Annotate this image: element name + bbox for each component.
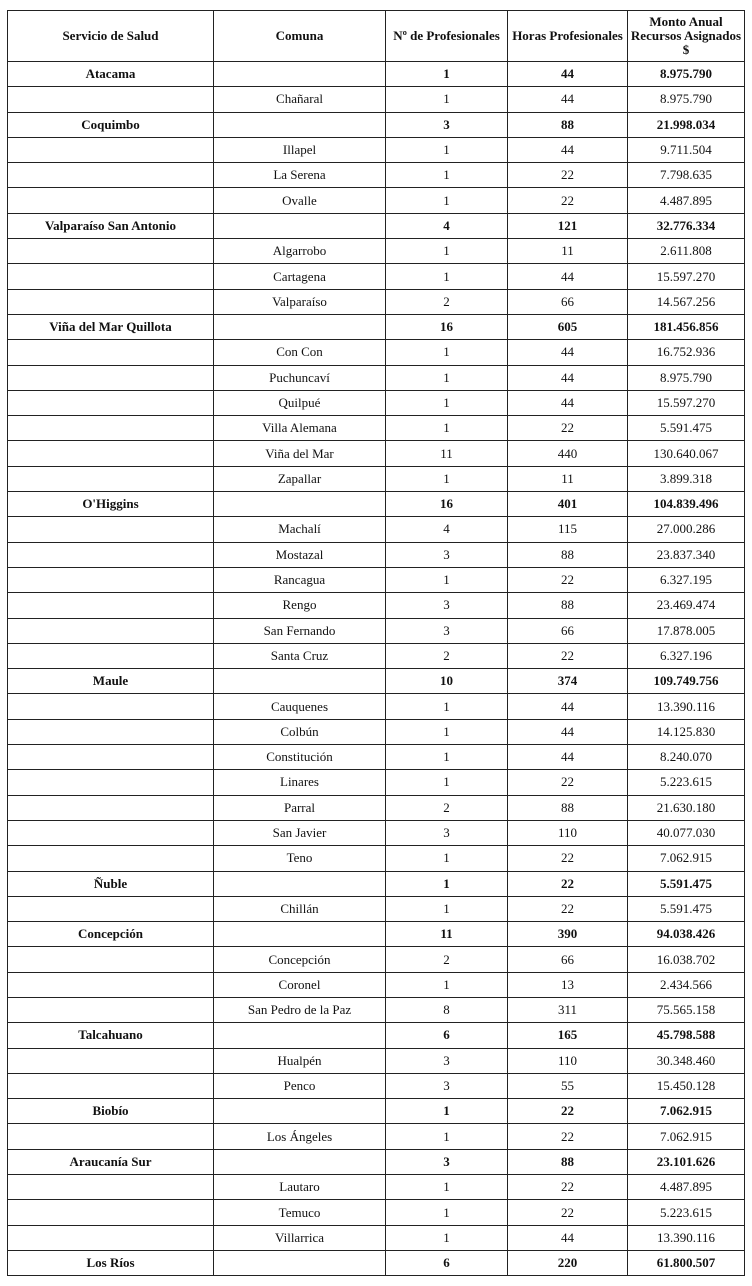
cell-comuna: Parral [214, 795, 386, 820]
cell-comuna: Lautaro [214, 1175, 386, 1200]
cell-servicio [8, 567, 214, 592]
cell-servicio [8, 820, 214, 845]
cell-monto: 16.038.702 [628, 947, 745, 972]
cell-monto: 45.798.588 [628, 1023, 745, 1048]
cell-profesionales: 1 [386, 745, 508, 770]
cell-profesionales: 1 [386, 567, 508, 592]
cell-profesionales: 10 [386, 669, 508, 694]
cell-servicio [8, 87, 214, 112]
cell-profesionales: 3 [386, 542, 508, 567]
commune-row [8, 643, 745, 668]
cell-servicio [8, 239, 214, 264]
cell-horas: 115 [508, 517, 628, 542]
cell-comuna [214, 669, 386, 694]
cell-comuna: Villarrica [214, 1225, 386, 1250]
commune-row [8, 264, 745, 289]
cell-comuna: Ovalle [214, 188, 386, 213]
cell-profesionales: 1 [386, 390, 508, 415]
commune-row [8, 239, 745, 264]
header-comuna: Comuna [214, 11, 386, 62]
cell-horas: 44 [508, 137, 628, 162]
cell-monto: 15.597.270 [628, 264, 745, 289]
service-summary-row [8, 871, 745, 896]
cell-servicio [8, 719, 214, 744]
table-header-row [8, 11, 745, 62]
cell-servicio: Los Ríos [8, 1250, 214, 1275]
cell-monto: 2.434.566 [628, 972, 745, 997]
commune-row [8, 593, 745, 618]
cell-profesionales: 16 [386, 314, 508, 339]
cell-servicio [8, 542, 214, 567]
commune-row [8, 390, 745, 415]
cell-comuna [214, 62, 386, 87]
cell-comuna: Hualpén [214, 1048, 386, 1073]
commune-row [8, 1124, 745, 1149]
cell-monto: 4.487.895 [628, 1175, 745, 1200]
cell-servicio: Biobío [8, 1099, 214, 1124]
commune-row [8, 163, 745, 188]
cell-monto: 75.565.158 [628, 997, 745, 1022]
cell-comuna: Constitución [214, 745, 386, 770]
cell-servicio [8, 517, 214, 542]
cell-profesionales: 1 [386, 87, 508, 112]
commune-row [8, 416, 745, 441]
cell-comuna: Con Con [214, 340, 386, 365]
service-summary-row [8, 1250, 745, 1275]
cell-servicio [8, 264, 214, 289]
commune-row [8, 365, 745, 390]
commune-row [8, 542, 745, 567]
cell-comuna: Santa Cruz [214, 643, 386, 668]
commune-row [8, 947, 745, 972]
commune-row [8, 87, 745, 112]
cell-monto: 7.062.915 [628, 1099, 745, 1124]
cell-servicio: O'Higgins [8, 492, 214, 517]
cell-profesionales: 2 [386, 795, 508, 820]
cell-servicio [8, 643, 214, 668]
cell-horas: 22 [508, 188, 628, 213]
commune-row [8, 1200, 745, 1225]
header-monto: Monto Anual Recursos Asignados $ [628, 11, 745, 62]
cell-monto: 5.223.615 [628, 770, 745, 795]
cell-horas: 44 [508, 694, 628, 719]
cell-monto: 7.062.915 [628, 846, 745, 871]
cell-comuna: Rengo [214, 593, 386, 618]
cell-profesionales: 4 [386, 517, 508, 542]
header-horas: Horas Profesionales [508, 11, 628, 62]
cell-profesionales: 1 [386, 1175, 508, 1200]
cell-comuna [214, 1023, 386, 1048]
table-body [8, 62, 745, 1276]
cell-monto: 8.240.070 [628, 745, 745, 770]
cell-servicio [8, 340, 214, 365]
cell-comuna: Chañaral [214, 87, 386, 112]
cell-profesionales: 1 [386, 896, 508, 921]
cell-horas: 44 [508, 745, 628, 770]
cell-servicio [8, 1048, 214, 1073]
cell-comuna: Chillán [214, 896, 386, 921]
cell-monto: 7.062.915 [628, 1124, 745, 1149]
commune-row [8, 567, 745, 592]
commune-row [8, 340, 745, 365]
service-summary-row [8, 62, 745, 87]
cell-comuna: Linares [214, 770, 386, 795]
cell-monto: 5.223.615 [628, 1200, 745, 1225]
cell-monto: 104.839.496 [628, 492, 745, 517]
cell-servicio: Ñuble [8, 871, 214, 896]
cell-comuna: San Pedro de la Paz [214, 997, 386, 1022]
cell-servicio: Talcahuano [8, 1023, 214, 1048]
commune-row [8, 188, 745, 213]
cell-profesionales: 8 [386, 997, 508, 1022]
cell-servicio [8, 947, 214, 972]
cell-profesionales: 1 [386, 1200, 508, 1225]
cell-comuna: Coronel [214, 972, 386, 997]
cell-comuna: La Serena [214, 163, 386, 188]
cell-profesionales: 1 [386, 846, 508, 871]
commune-row [8, 1225, 745, 1250]
cell-servicio [8, 593, 214, 618]
service-summary-row [8, 1099, 745, 1124]
cell-horas: 44 [508, 390, 628, 415]
cell-profesionales: 3 [386, 1073, 508, 1098]
cell-horas: 121 [508, 213, 628, 238]
cell-horas: 390 [508, 922, 628, 947]
cell-profesionales: 1 [386, 1099, 508, 1124]
commune-row [8, 896, 745, 921]
cell-monto: 27.000.286 [628, 517, 745, 542]
cell-horas: 44 [508, 264, 628, 289]
cell-profesionales: 6 [386, 1250, 508, 1275]
cell-servicio [8, 795, 214, 820]
cell-monto: 7.798.635 [628, 163, 745, 188]
cell-monto: 181.456.856 [628, 314, 745, 339]
commune-row [8, 997, 745, 1022]
cell-horas: 401 [508, 492, 628, 517]
cell-servicio [8, 365, 214, 390]
service-summary-row [8, 492, 745, 517]
cell-horas: 311 [508, 997, 628, 1022]
cell-profesionales: 1 [386, 239, 508, 264]
service-summary-row [8, 314, 745, 339]
cell-monto: 6.327.195 [628, 567, 745, 592]
cell-comuna: Colbún [214, 719, 386, 744]
cell-comuna [214, 492, 386, 517]
cell-profesionales: 6 [386, 1023, 508, 1048]
commune-row [8, 137, 745, 162]
cell-profesionales: 1 [386, 719, 508, 744]
cell-monto: 8.975.790 [628, 365, 745, 390]
cell-servicio [8, 846, 214, 871]
cell-horas: 44 [508, 719, 628, 744]
cell-monto: 5.591.475 [628, 416, 745, 441]
cell-horas: 110 [508, 1048, 628, 1073]
cell-horas: 66 [508, 947, 628, 972]
cell-profesionales: 1 [386, 770, 508, 795]
cell-profesionales: 16 [386, 492, 508, 517]
cell-monto: 14.567.256 [628, 289, 745, 314]
cell-monto: 16.752.936 [628, 340, 745, 365]
cell-servicio [8, 163, 214, 188]
cell-profesionales: 3 [386, 618, 508, 643]
cell-monto: 9.711.504 [628, 137, 745, 162]
cell-monto: 6.327.196 [628, 643, 745, 668]
cell-servicio: Araucanía Sur [8, 1149, 214, 1174]
service-summary-row [8, 213, 745, 238]
cell-monto: 17.878.005 [628, 618, 745, 643]
cell-profesionales: 2 [386, 947, 508, 972]
commune-row [8, 846, 745, 871]
cell-comuna: San Fernando [214, 618, 386, 643]
cell-horas: 374 [508, 669, 628, 694]
cell-comuna: Algarrobo [214, 239, 386, 264]
cell-horas: 165 [508, 1023, 628, 1048]
cell-profesionales: 3 [386, 1048, 508, 1073]
cell-profesionales: 4 [386, 213, 508, 238]
cell-horas: 11 [508, 239, 628, 264]
cell-comuna: Cauquenes [214, 694, 386, 719]
cell-comuna [214, 871, 386, 896]
cell-horas: 22 [508, 643, 628, 668]
cell-servicio [8, 390, 214, 415]
cell-horas: 22 [508, 871, 628, 896]
cell-monto: 94.038.426 [628, 922, 745, 947]
cell-monto: 8.975.790 [628, 62, 745, 87]
commune-row [8, 694, 745, 719]
cell-servicio: Coquimbo [8, 112, 214, 137]
cell-servicio: Maule [8, 669, 214, 694]
cell-horas: 88 [508, 542, 628, 567]
commune-row [8, 441, 745, 466]
cell-monto: 4.487.895 [628, 188, 745, 213]
cell-horas: 220 [508, 1250, 628, 1275]
commune-row [8, 517, 745, 542]
cell-horas: 88 [508, 1149, 628, 1174]
cell-monto: 32.776.334 [628, 213, 745, 238]
cell-comuna: Illapel [214, 137, 386, 162]
cell-servicio [8, 618, 214, 643]
cell-horas: 44 [508, 1225, 628, 1250]
cell-horas: 22 [508, 1099, 628, 1124]
cell-comuna: San Javier [214, 820, 386, 845]
cell-comuna [214, 314, 386, 339]
cell-profesionales: 11 [386, 922, 508, 947]
cell-comuna: Penco [214, 1073, 386, 1098]
cell-servicio: Valparaíso San Antonio [8, 213, 214, 238]
cell-comuna: Quilpué [214, 390, 386, 415]
cell-servicio: Concepción [8, 922, 214, 947]
cell-servicio [8, 1124, 214, 1149]
service-summary-row [8, 1023, 745, 1048]
cell-servicio [8, 972, 214, 997]
cell-monto: 109.749.756 [628, 669, 745, 694]
commune-row [8, 719, 745, 744]
cell-horas: 22 [508, 1124, 628, 1149]
cell-profesionales: 1 [386, 416, 508, 441]
cell-horas: 88 [508, 112, 628, 137]
cell-horas: 44 [508, 365, 628, 390]
cell-profesionales: 1 [386, 62, 508, 87]
service-summary-row [8, 1149, 745, 1174]
cell-comuna: Zapallar [214, 466, 386, 491]
cell-horas: 22 [508, 846, 628, 871]
cell-comuna: Temuco [214, 1200, 386, 1225]
cell-horas: 22 [508, 163, 628, 188]
cell-profesionales: 1 [386, 466, 508, 491]
cell-profesionales: 3 [386, 112, 508, 137]
cell-horas: 44 [508, 62, 628, 87]
cell-profesionales: 1 [386, 1225, 508, 1250]
cell-horas: 605 [508, 314, 628, 339]
cell-comuna: Machalí [214, 517, 386, 542]
cell-comuna: Teno [214, 846, 386, 871]
health-services-table [7, 10, 745, 1276]
cell-monto: 5.591.475 [628, 896, 745, 921]
cell-horas: 55 [508, 1073, 628, 1098]
cell-comuna [214, 922, 386, 947]
cell-profesionales: 1 [386, 1124, 508, 1149]
cell-comuna: Puchuncaví [214, 365, 386, 390]
cell-profesionales: 1 [386, 972, 508, 997]
cell-servicio [8, 1073, 214, 1098]
cell-monto: 21.630.180 [628, 795, 745, 820]
cell-monto: 61.800.507 [628, 1250, 745, 1275]
cell-profesionales: 1 [386, 340, 508, 365]
commune-row [8, 1073, 745, 1098]
cell-profesionales: 1 [386, 163, 508, 188]
cell-monto: 130.640.067 [628, 441, 745, 466]
cell-monto: 23.101.626 [628, 1149, 745, 1174]
cell-comuna: Villa Alemana [214, 416, 386, 441]
cell-monto: 8.975.790 [628, 87, 745, 112]
cell-monto: 21.998.034 [628, 112, 745, 137]
cell-comuna [214, 213, 386, 238]
cell-profesionales: 1 [386, 137, 508, 162]
cell-profesionales: 2 [386, 289, 508, 314]
cell-comuna: Mostazal [214, 542, 386, 567]
cell-servicio [8, 289, 214, 314]
cell-profesionales: 3 [386, 820, 508, 845]
cell-servicio [8, 694, 214, 719]
cell-horas: 66 [508, 289, 628, 314]
cell-comuna [214, 112, 386, 137]
cell-comuna [214, 1099, 386, 1124]
cell-servicio [8, 466, 214, 491]
cell-comuna: Viña del Mar [214, 441, 386, 466]
cell-comuna: Cartagena [214, 264, 386, 289]
cell-horas: 88 [508, 593, 628, 618]
cell-comuna: Valparaíso [214, 289, 386, 314]
cell-monto: 5.591.475 [628, 871, 745, 896]
commune-row [8, 289, 745, 314]
commune-row [8, 466, 745, 491]
cell-servicio [8, 745, 214, 770]
header-servicio: Servicio de Salud [8, 11, 214, 62]
cell-monto: 14.125.830 [628, 719, 745, 744]
cell-horas: 44 [508, 340, 628, 365]
cell-horas: 22 [508, 567, 628, 592]
cell-servicio: Viña del Mar Quillota [8, 314, 214, 339]
cell-monto: 15.597.270 [628, 390, 745, 415]
cell-horas: 22 [508, 770, 628, 795]
cell-horas: 22 [508, 1200, 628, 1225]
cell-horas: 88 [508, 795, 628, 820]
service-summary-row [8, 922, 745, 947]
cell-horas: 22 [508, 896, 628, 921]
cell-profesionales: 2 [386, 643, 508, 668]
cell-servicio: Atacama [8, 62, 214, 87]
cell-horas: 110 [508, 820, 628, 845]
cell-monto: 23.469.474 [628, 593, 745, 618]
cell-servicio [8, 416, 214, 441]
cell-servicio [8, 1225, 214, 1250]
cell-profesionales: 1 [386, 871, 508, 896]
cell-horas: 22 [508, 416, 628, 441]
cell-monto: 2.611.808 [628, 239, 745, 264]
cell-servicio [8, 1200, 214, 1225]
cell-monto: 40.077.030 [628, 820, 745, 845]
cell-monto: 23.837.340 [628, 542, 745, 567]
commune-row [8, 795, 745, 820]
cell-servicio [8, 137, 214, 162]
cell-monto: 13.390.116 [628, 1225, 745, 1250]
cell-monto: 13.390.116 [628, 694, 745, 719]
cell-servicio [8, 1175, 214, 1200]
header-profesionales: Nº de Profesionales [386, 11, 508, 62]
service-summary-row [8, 112, 745, 137]
cell-servicio [8, 770, 214, 795]
cell-servicio [8, 997, 214, 1022]
cell-profesionales: 1 [386, 365, 508, 390]
cell-profesionales: 1 [386, 264, 508, 289]
cell-comuna [214, 1250, 386, 1275]
cell-horas: 22 [508, 1175, 628, 1200]
cell-monto: 30.348.460 [628, 1048, 745, 1073]
commune-row [8, 1175, 745, 1200]
commune-row [8, 972, 745, 997]
cell-profesionales: 3 [386, 593, 508, 618]
commune-row [8, 820, 745, 845]
cell-comuna: Concepción [214, 947, 386, 972]
commune-row [8, 745, 745, 770]
cell-horas: 13 [508, 972, 628, 997]
cell-profesionales: 1 [386, 188, 508, 213]
cell-servicio [8, 896, 214, 921]
cell-comuna: Los Ángeles [214, 1124, 386, 1149]
cell-servicio [8, 188, 214, 213]
commune-row [8, 1048, 745, 1073]
commune-row [8, 770, 745, 795]
service-summary-row [8, 669, 745, 694]
cell-profesionales: 1 [386, 694, 508, 719]
cell-profesionales: 11 [386, 441, 508, 466]
cell-monto: 15.450.128 [628, 1073, 745, 1098]
cell-horas: 440 [508, 441, 628, 466]
cell-comuna [214, 1149, 386, 1174]
commune-row [8, 618, 745, 643]
cell-profesionales: 3 [386, 1149, 508, 1174]
cell-servicio [8, 441, 214, 466]
cell-comuna: Rancagua [214, 567, 386, 592]
cell-horas: 66 [508, 618, 628, 643]
cell-horas: 11 [508, 466, 628, 491]
cell-monto: 3.899.318 [628, 466, 745, 491]
cell-horas: 44 [508, 87, 628, 112]
